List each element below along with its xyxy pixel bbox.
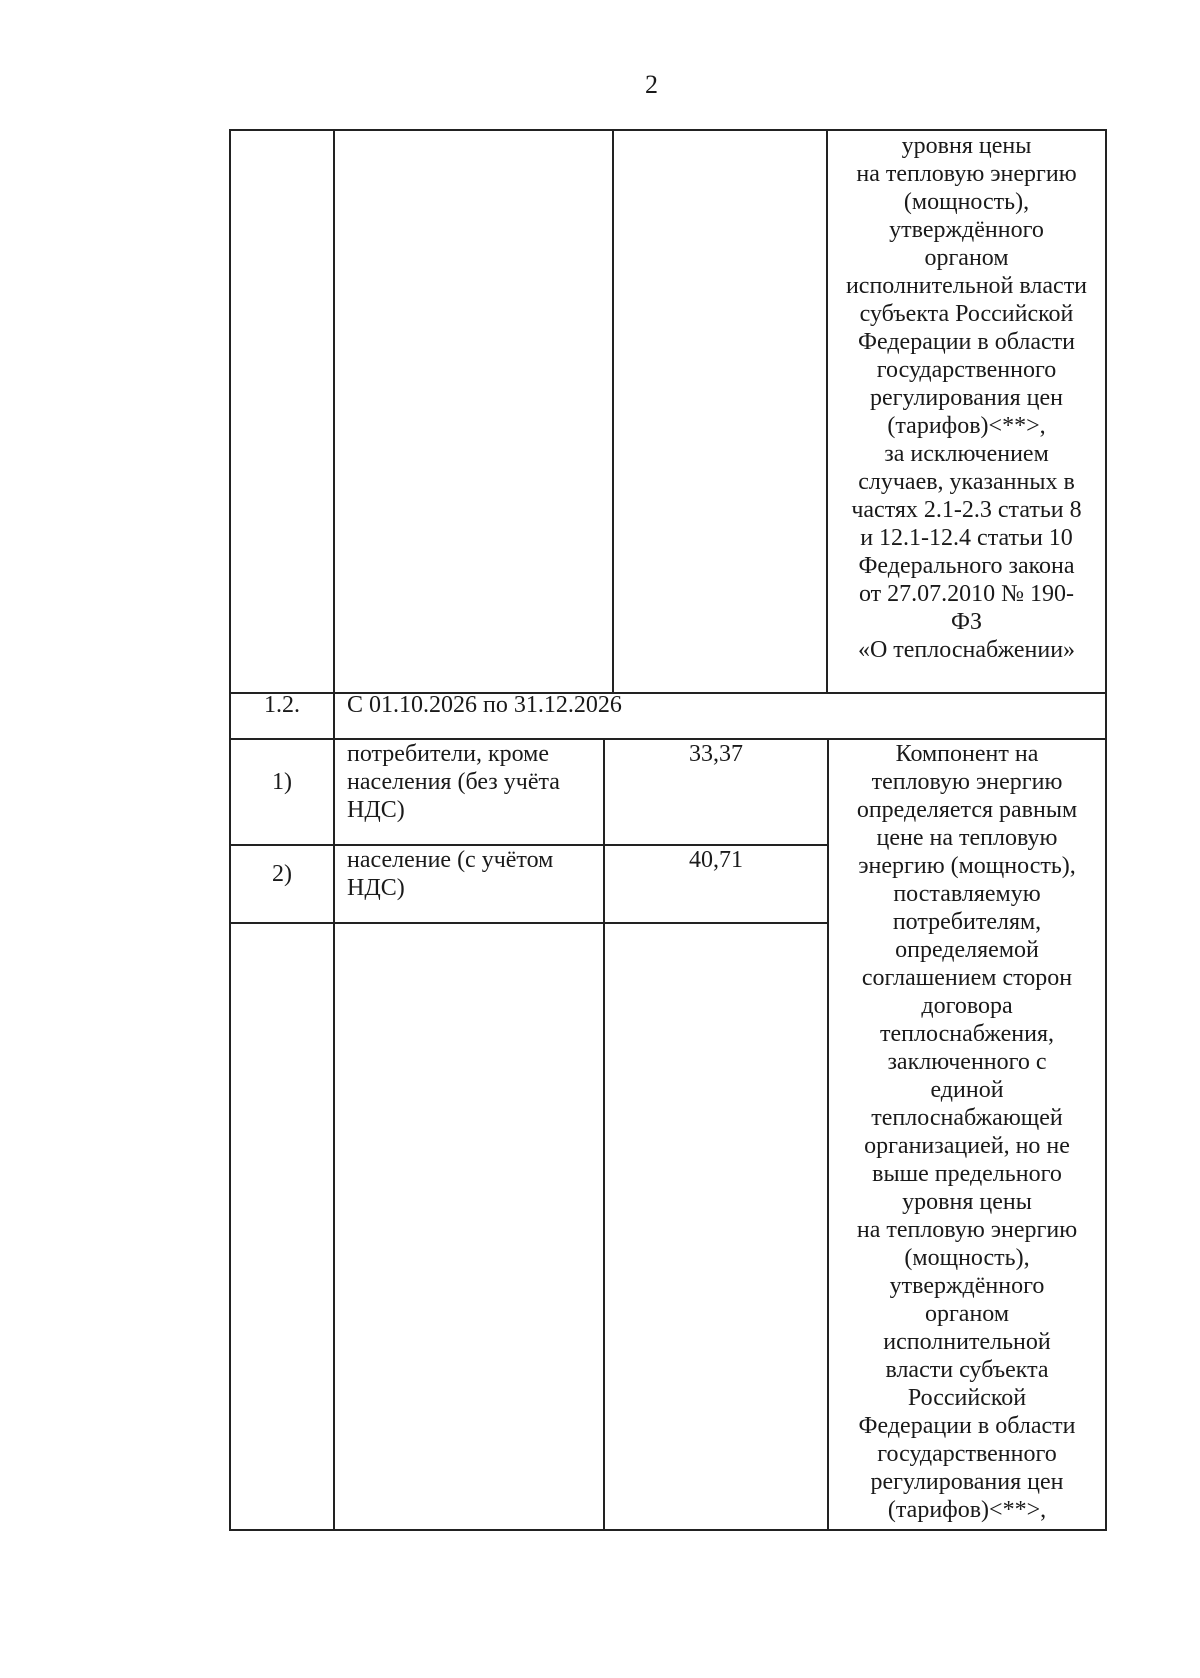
note-line: Компонент на: [895, 741, 1039, 767]
row-divider-2: [229, 922, 829, 924]
note-line: определяется равным: [856, 797, 1078, 823]
note-line: (мощность),: [904, 1245, 1030, 1271]
note-line: за исключением: [884, 441, 1049, 467]
note-line: органом: [924, 245, 1009, 271]
section-number: 1.2.: [264, 692, 300, 718]
table-border-top: [229, 129, 1107, 131]
note-line: (тарифов)<**>,: [887, 413, 1046, 439]
note-line: Российской: [907, 1385, 1027, 1411]
row-value: 40,71: [689, 847, 743, 873]
note-line: «О теплоснабжении»: [857, 637, 1076, 663]
bottom-note-cell: [829, 740, 1105, 1524]
note-line: выше предельного: [872, 1161, 1062, 1187]
note-line: власти субъекта: [885, 1357, 1049, 1383]
note-line: (тарифов)<**>,: [887, 1497, 1047, 1523]
note-line: заключенного с: [887, 1049, 1047, 1075]
note-line: ФЗ: [951, 609, 982, 635]
note-line: единой: [930, 1077, 1004, 1103]
note-line: Федерации в области: [858, 1413, 1076, 1439]
col-divider-1: [333, 129, 335, 1531]
page-number: 2: [645, 70, 658, 99]
note-line: регулирования цен: [870, 1469, 1064, 1495]
row-category: потребители, кроме населения (без учёта НДС): [347, 741, 560, 823]
note-line: Федерации в области: [858, 329, 1075, 355]
note-line: частях 2.1-2.3 статьи 8: [851, 497, 1082, 523]
note-line: поставляемую: [893, 881, 1041, 907]
note-line: исполнительной: [883, 1329, 1051, 1355]
note-line: определяемой: [895, 937, 1039, 963]
note-line: уровня цены: [902, 1189, 1032, 1215]
note-line: органом: [924, 1301, 1010, 1327]
note-line: теплоснабжения,: [880, 1021, 1054, 1047]
note-line: организацией, но не: [864, 1133, 1070, 1159]
note-line: субъекта Российской: [859, 301, 1074, 327]
section-period: С 01.10.2026 по 31.12.2026: [347, 692, 622, 718]
note-line: теплоснабжающей: [871, 1105, 1063, 1131]
note-line: договора: [921, 993, 1013, 1019]
note-line: тепловую энергию: [871, 769, 1063, 795]
row-number: 1): [272, 769, 292, 795]
row-value: 33,37: [689, 741, 743, 767]
note-line: на тепловую энергию: [856, 1217, 1078, 1243]
note-line: цене на тепловую: [876, 825, 1058, 851]
note-line: уровня цены: [901, 133, 1032, 159]
note-line: от 27.07.2010 № 190-: [858, 581, 1075, 607]
note-line: потребителям,: [892, 909, 1042, 935]
note-line: утверждённого: [889, 217, 1044, 243]
note-line: государственного: [877, 1441, 1057, 1467]
top-note-cell: [828, 132, 1105, 664]
note-line: соглашением сторон: [861, 965, 1073, 991]
col-divider-2-top: [612, 129, 614, 694]
table-border-right: [1105, 129, 1107, 1531]
note-line: государственного: [876, 357, 1057, 383]
row-number: 2): [272, 861, 292, 887]
note-line: Федерального закона: [858, 553, 1075, 579]
note-line: утверждённого: [889, 1273, 1045, 1299]
note-line: случаев, указанных в: [858, 469, 1075, 495]
note-line: на тепловую энергию: [856, 161, 1077, 187]
note-line: регулирования цен: [870, 385, 1063, 411]
note-line: (мощность),: [903, 189, 1030, 215]
table-border-left: [229, 129, 231, 1531]
note-line: энергию (мощность),: [858, 853, 1076, 879]
note-line: и 12.1-12.4 статьи 10: [860, 525, 1073, 551]
table-border-bottom: [229, 1529, 1107, 1531]
note-line: исполнительной власти: [845, 273, 1088, 299]
row-category: население (с учётом НДС): [347, 847, 554, 901]
